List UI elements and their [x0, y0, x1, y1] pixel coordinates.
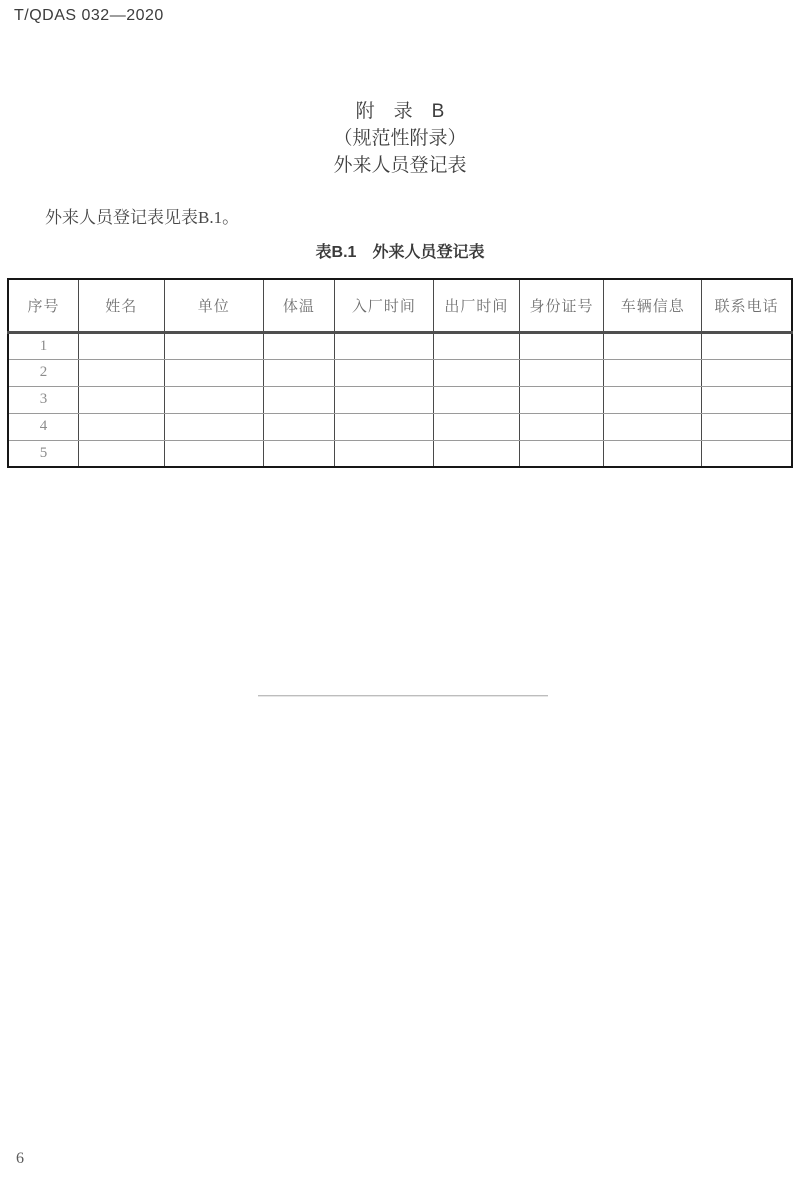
- appendix-title-block: [0, 98, 800, 179]
- empty-cell: [334, 440, 434, 467]
- appendix-title-line1: 附 录 B: [355, 101, 445, 122]
- row-index-cell: 3: [8, 386, 79, 413]
- empty-cell: [434, 440, 519, 467]
- empty-cell: [264, 413, 335, 440]
- empty-cell: [702, 386, 792, 413]
- empty-cell: [702, 413, 792, 440]
- table-row: [8, 332, 792, 359]
- column-header-entry-time: 入厂时间: [334, 279, 434, 332]
- empty-cell: [702, 359, 792, 386]
- empty-cell: [334, 386, 434, 413]
- table-row: [8, 386, 792, 413]
- empty-cell: [79, 413, 164, 440]
- column-header-unit: 单位: [164, 279, 264, 332]
- empty-cell: [79, 440, 164, 467]
- table-row: [8, 359, 792, 386]
- appendix-title-line2: （规范性附录）: [333, 128, 467, 149]
- column-header-index: 序号: [8, 279, 79, 332]
- intro-paragraph: 外来人员登记表见表B.1。: [45, 208, 240, 227]
- appendix-title-line3: 外来人员登记表: [333, 155, 467, 176]
- column-header-vehicle-info: 车辆信息: [604, 279, 702, 332]
- table-row: [8, 413, 792, 440]
- column-header-name: 姓名: [79, 279, 164, 332]
- empty-cell: [164, 332, 264, 359]
- table-header-row: [8, 279, 792, 332]
- empty-cell: [604, 386, 702, 413]
- table-caption: 表B.1 外来人员登记表: [315, 244, 485, 261]
- empty-cell: [434, 359, 519, 386]
- empty-cell: [434, 413, 519, 440]
- visitor-registration-table: [7, 278, 793, 468]
- empty-cell: [334, 332, 434, 359]
- column-header-temperature: 体温: [264, 279, 335, 332]
- empty-cell: [519, 359, 604, 386]
- empty-cell: [519, 386, 604, 413]
- empty-cell: [604, 332, 702, 359]
- row-index-cell: 1: [8, 332, 79, 359]
- empty-cell: [519, 413, 604, 440]
- empty-cell: [334, 359, 434, 386]
- empty-cell: [702, 440, 792, 467]
- empty-cell: [264, 359, 335, 386]
- empty-cell: [164, 440, 264, 467]
- empty-cell: [79, 359, 164, 386]
- column-header-id-number: 身份证号: [519, 279, 604, 332]
- empty-cell: [264, 386, 335, 413]
- page-number: 6: [16, 1150, 24, 1167]
- empty-cell: [164, 386, 264, 413]
- empty-cell: [79, 332, 164, 359]
- column-header-phone: 联系电话: [702, 279, 792, 332]
- empty-cell: [702, 332, 792, 359]
- row-index-cell: 4: [8, 413, 79, 440]
- empty-cell: [334, 413, 434, 440]
- horizontal-divider: [258, 695, 548, 697]
- empty-cell: [164, 413, 264, 440]
- empty-cell: [434, 332, 519, 359]
- row-index-cell: 2: [8, 359, 79, 386]
- empty-cell: [519, 332, 604, 359]
- row-index-cell: 5: [8, 440, 79, 467]
- table-row: [8, 440, 792, 467]
- empty-cell: [434, 386, 519, 413]
- empty-cell: [164, 359, 264, 386]
- standard-code-header: T/QDAS 032—2020: [14, 7, 164, 24]
- empty-cell: [264, 440, 335, 467]
- empty-cell: [604, 359, 702, 386]
- empty-cell: [79, 386, 164, 413]
- column-header-exit-time: 出厂时间: [434, 279, 519, 332]
- empty-cell: [519, 440, 604, 467]
- empty-cell: [264, 332, 335, 359]
- empty-cell: [604, 440, 702, 467]
- empty-cell: [604, 413, 702, 440]
